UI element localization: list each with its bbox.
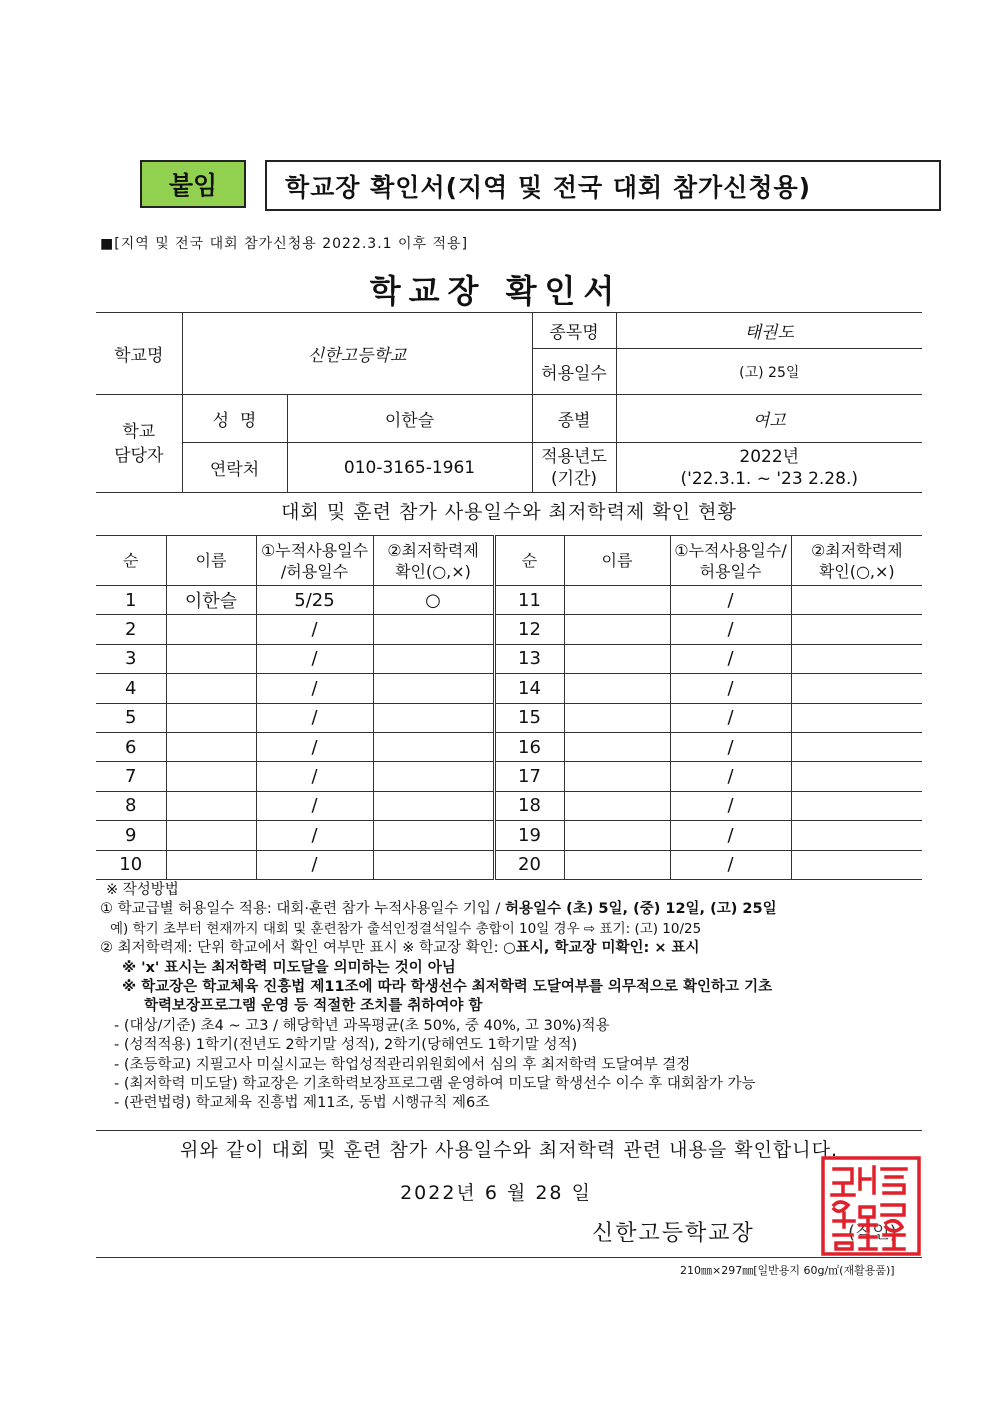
note-1-bold: 허용일수 (초) 5일, (중) 12일, (고) 25일 bbox=[505, 901, 777, 918]
header-days-line1: ①누적사용일수 bbox=[260, 540, 369, 560]
row-name-right bbox=[564, 703, 670, 732]
manager-label-line1: 학교 bbox=[122, 421, 156, 442]
row-min-right bbox=[791, 821, 922, 850]
row-name bbox=[166, 644, 256, 673]
row-min-right bbox=[791, 762, 922, 791]
row-name-right bbox=[564, 615, 670, 644]
row-no: 7 bbox=[96, 762, 166, 791]
row-days: / bbox=[256, 821, 373, 850]
row-name bbox=[166, 674, 256, 703]
detail-5: - (관련법령) 학교체육 진흥법 제11조, 동법 시행규칙 제6조 bbox=[114, 1095, 490, 1112]
row-min-right bbox=[791, 850, 922, 879]
row-min bbox=[373, 821, 494, 850]
header-min-right bbox=[791, 536, 922, 586]
school-label: 학교명 bbox=[96, 313, 182, 395]
year-value-line1: 2022년 bbox=[739, 446, 800, 467]
row-days: / bbox=[256, 674, 373, 703]
row-min-right bbox=[791, 586, 922, 615]
row-name-right bbox=[564, 791, 670, 820]
header-no: 순 bbox=[96, 536, 166, 586]
table-row bbox=[96, 703, 922, 732]
row-min-right bbox=[791, 644, 922, 673]
row-min-right bbox=[791, 674, 922, 703]
row-days-right: / bbox=[670, 821, 791, 850]
document-title: 학교장 확인서 bbox=[369, 272, 623, 310]
detail-2: - (성적적용) 1학기(전년도 2학기말 성적), 2학기(당해연도 1학기말 성적) bbox=[114, 1037, 578, 1054]
row-name-right bbox=[564, 644, 670, 673]
detail-1: - (대상/기준) 초4 ~ 고3 / 해당학년 과목평균(초 50%, 중 40%, 고 30%)적용 bbox=[114, 1017, 610, 1034]
note-2-bold: ○표시, 학교장 미확인: × 표시 bbox=[503, 940, 700, 957]
row-days-right: / bbox=[670, 850, 791, 879]
row-no-right: 20 bbox=[494, 850, 564, 879]
header-min-line2: 확인(○,×) bbox=[395, 561, 471, 581]
gender-label: 종별 bbox=[532, 395, 616, 443]
issue-date: 2022년 6 월 28 일 bbox=[400, 1182, 592, 1204]
row-min bbox=[373, 791, 494, 820]
header-name-right: 이름 bbox=[564, 536, 670, 586]
detail-4: - (최저학력 미도달) 학교장은 기초학력보장프로그램 운영하여 미도달 학생선수 이수 후 대회참가 가능 bbox=[114, 1076, 756, 1093]
table-row bbox=[96, 821, 922, 850]
note-2-text: ② 최저학력제: 단위 학교에서 확인 여부만 표시 ※ 학교장 확인: bbox=[100, 940, 504, 957]
note-2 bbox=[100, 939, 930, 958]
notes-heading: ※ 작성방법 bbox=[106, 882, 179, 898]
header-days-right-line1: ①누적사용일수/ bbox=[674, 540, 787, 560]
row-name-right bbox=[564, 850, 670, 879]
event-value: 태권도 bbox=[616, 313, 922, 349]
table-row bbox=[96, 732, 922, 761]
school-info-table bbox=[96, 312, 922, 493]
table-row bbox=[96, 674, 922, 703]
usage-status-table bbox=[96, 535, 922, 880]
year-label-line2: (기간) bbox=[550, 468, 598, 489]
allowed-days-label: 허용일수 bbox=[532, 349, 616, 395]
row-min-right bbox=[791, 791, 922, 820]
row-no: 3 bbox=[96, 644, 166, 673]
row-min bbox=[373, 732, 494, 761]
header-min-right-line1: ②최저학력제 bbox=[810, 540, 903, 560]
manager-label-line2: 담당자 bbox=[114, 445, 164, 466]
header-days-line2: /허용일수 bbox=[280, 561, 349, 581]
row-min-right bbox=[791, 615, 922, 644]
year-value-line2: ('22.3.1. ~ '23 2.28.) bbox=[680, 468, 858, 489]
notes-divider bbox=[96, 1130, 922, 1131]
detail-3: - (초등학교) 지필고사 미실시교는 학업성적관리위원회에서 심의 후 최저학력 도달여부 결정 bbox=[114, 1056, 691, 1073]
contact-value: 010-3165-1961 bbox=[287, 443, 532, 493]
header-days-right bbox=[670, 536, 791, 586]
row-no: 6 bbox=[96, 732, 166, 761]
row-name bbox=[166, 821, 256, 850]
row-no: 8 bbox=[96, 791, 166, 820]
row-name bbox=[166, 762, 256, 791]
contact-label: 연락처 bbox=[182, 443, 287, 493]
header-min-line1: ②최저학력제 bbox=[387, 540, 479, 560]
row-days: / bbox=[256, 762, 373, 791]
event-label: 종목명 bbox=[532, 313, 616, 349]
row-no: 5 bbox=[96, 703, 166, 732]
row-no: 2 bbox=[96, 615, 166, 644]
note-2-x: ※ 'x' 표시는 최저학력 미도달을 의미하는 것이 아님 bbox=[122, 959, 456, 976]
paper-spec: 210㎜×297㎜[일반용지 60g/㎡(재활용품)] bbox=[680, 1264, 895, 1277]
row-no: 1 bbox=[96, 586, 166, 615]
row-name bbox=[166, 791, 256, 820]
row-days-right: / bbox=[670, 644, 791, 673]
row-min-right bbox=[791, 703, 922, 732]
row-no-right: 17 bbox=[494, 762, 564, 791]
note-2-principal-2: 학력보장프로그램 운영 등 적절한 조치를 취하여야 함 bbox=[144, 998, 483, 1015]
note-1-text: ① 학교급별 허용일수 적용: 대회·훈련 참가 누적사용일수 기입 / bbox=[100, 901, 506, 918]
row-name-right bbox=[564, 674, 670, 703]
header-days-right-line2: 허용일수 bbox=[699, 561, 762, 581]
row-days: / bbox=[256, 791, 373, 820]
table-row bbox=[96, 762, 922, 791]
row-no-right: 16 bbox=[494, 732, 564, 761]
note-1 bbox=[100, 900, 930, 919]
footer-divider bbox=[96, 1257, 922, 1258]
row-min bbox=[373, 850, 494, 879]
official-seal-icon bbox=[820, 1155, 922, 1257]
header-min bbox=[373, 536, 494, 586]
row-name-right bbox=[564, 732, 670, 761]
row-days: / bbox=[256, 703, 373, 732]
row-no: 9 bbox=[96, 821, 166, 850]
row-no-right: 12 bbox=[494, 615, 564, 644]
manager-label bbox=[96, 395, 182, 493]
row-name bbox=[166, 850, 256, 879]
school-value: 신한고등학교 bbox=[182, 313, 532, 395]
allowed-days-value: (고) 25일 bbox=[616, 349, 922, 395]
row-no-right: 13 bbox=[494, 644, 564, 673]
header-no-right: 순 bbox=[494, 536, 564, 586]
name-label: 성 명 bbox=[182, 395, 287, 443]
name-value: 이한슬 bbox=[287, 395, 532, 443]
section-title: 대회 및 훈련 참가 사용일수와 최저학력제 확인 현황 bbox=[281, 501, 737, 523]
row-no-right: 15 bbox=[494, 703, 564, 732]
row-days: / bbox=[256, 732, 373, 761]
row-days-right: / bbox=[670, 586, 791, 615]
writing-instructions bbox=[100, 881, 930, 1114]
row-name bbox=[166, 703, 256, 732]
form-title-box: 학교장 확인서(지역 및 전국 대회 참가신청용) bbox=[265, 160, 941, 211]
header-min-right-line2: 확인(○,×) bbox=[818, 561, 895, 581]
principal-name: 신한고등학교장 bbox=[592, 1221, 755, 1246]
row-min: ○ bbox=[373, 586, 494, 615]
seal-label: (직인) bbox=[848, 1222, 897, 1243]
note-1-example: 예) 학기 초부터 현재까지 대회 및 훈련참가 출석인정결석일수 총합이 10일 경우 ⇨ 표기: (고) 10/25 bbox=[110, 920, 702, 937]
row-days-right: / bbox=[670, 703, 791, 732]
confirmation-statement: 위와 같이 대회 및 훈련 참가 사용일수와 최저학력 관련 내용을 확인합니다. bbox=[179, 1139, 839, 1161]
row-days: / bbox=[256, 850, 373, 879]
row-name-right bbox=[564, 762, 670, 791]
header-days bbox=[256, 536, 373, 586]
table-row bbox=[96, 615, 922, 644]
row-no-right: 14 bbox=[494, 674, 564, 703]
row-no-right: 18 bbox=[494, 791, 564, 820]
table-row bbox=[96, 586, 922, 615]
year-label bbox=[532, 443, 616, 493]
row-days: / bbox=[256, 644, 373, 673]
gender-value: 여고 bbox=[616, 395, 922, 443]
row-days-right: / bbox=[670, 732, 791, 761]
row-name-right bbox=[564, 821, 670, 850]
table-row bbox=[96, 644, 922, 673]
row-no: 10 bbox=[96, 850, 166, 879]
row-name: 이한슬 bbox=[166, 586, 256, 615]
row-name-right bbox=[564, 586, 670, 615]
apply-note: ■[지역 및 전국 대회 참가신청용 2022.3.1 이후 적용] bbox=[100, 236, 469, 252]
note-2-principal-1: ※ 학교장은 학교체육 진흥법 제11조에 따라 학생선수 최저학력 도달여부를 의무적으로 확인하고 기초 bbox=[122, 979, 773, 996]
row-days-right: / bbox=[670, 615, 791, 644]
year-value bbox=[616, 443, 922, 493]
table-row bbox=[96, 791, 922, 820]
row-no: 4 bbox=[96, 674, 166, 703]
row-min bbox=[373, 615, 494, 644]
row-min-right bbox=[791, 732, 922, 761]
row-days: / bbox=[256, 615, 373, 644]
row-days-right: / bbox=[670, 674, 791, 703]
row-min bbox=[373, 762, 494, 791]
row-name bbox=[166, 732, 256, 761]
row-name bbox=[166, 615, 256, 644]
row-no-right: 11 bbox=[494, 586, 564, 615]
header-name: 이름 bbox=[166, 536, 256, 586]
row-days-right: / bbox=[670, 762, 791, 791]
year-label-line1: 적용년도 bbox=[541, 446, 607, 467]
row-min bbox=[373, 644, 494, 673]
row-min bbox=[373, 674, 494, 703]
attachment-badge: 붙임 bbox=[140, 160, 246, 208]
row-days: 5/25 bbox=[256, 586, 373, 615]
table-row bbox=[96, 850, 922, 879]
row-no-right: 19 bbox=[494, 821, 564, 850]
row-min bbox=[373, 703, 494, 732]
row-days-right: / bbox=[670, 791, 791, 820]
